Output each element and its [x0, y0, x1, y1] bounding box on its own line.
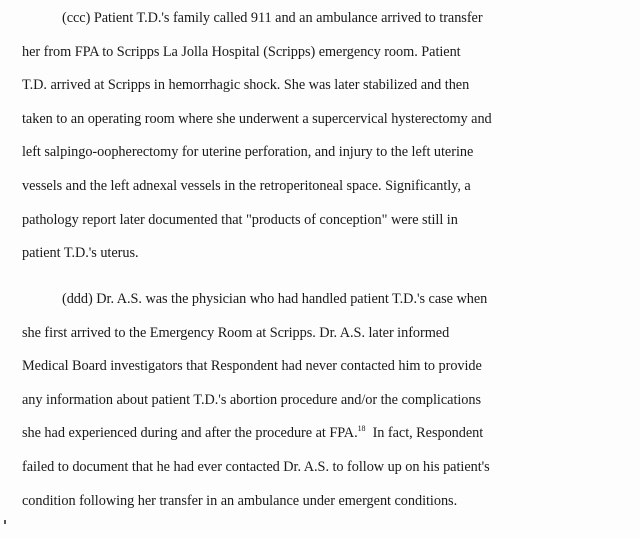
text-line: vessels and the left adnexal vessels in the retroperitoneal space. Significantly, a [22, 177, 471, 194]
text-line: she first arrived to the Emergency Room at Scripps. Dr. A.S. later informed [22, 324, 450, 341]
text-line: her from FPA to Scripps La Jolla Hospital (Scripps) emergency room. Patient [22, 43, 461, 60]
scan-artifact [4, 520, 6, 524]
paragraph-ccc [22, 2, 612, 271]
text-line: (ddd) Dr. A.S. was the physician who had handled patient T.D.'s case when [62, 291, 488, 307]
text-line: condition following her transfer in an ambulance under emergent conditions. [22, 492, 458, 509]
text-line [22, 417, 612, 451]
text-line: failed to document that he had ever contacted Dr. A.S. to follow up on his patient's [22, 458, 490, 475]
text-line: T.D. arrived at Scripps in hemorrhagic shock. She was later stabilized and then [22, 77, 470, 94]
paragraph-ddd [22, 283, 612, 518]
text-segment: In fact, Respondent [372, 425, 484, 442]
text-line: Medical Board investigators that Respondent had never contacted him to provide [22, 358, 482, 375]
text-line: patient T.D.'s uterus. [22, 245, 139, 262]
text-line: any information about patient T.D.'s abortion procedure and/or the complications [22, 391, 481, 408]
text-line: left salpingo-oopherectomy for uterine perforation, and injury to the left uterine [22, 144, 474, 161]
footnote-reference[interactable]: 18 [357, 424, 366, 434]
text-line: pathology report later documented that "products of conception" were still in [22, 211, 458, 228]
text-line: taken to an operating room where she underwent a supercervical hysterectomy and [22, 110, 492, 127]
text-line: (ccc) Patient T.D.'s family called 911 and an ambulance arrived to transfer [62, 10, 483, 26]
text-segment: she had experienced during and after the procedure at FPA. [22, 425, 358, 442]
